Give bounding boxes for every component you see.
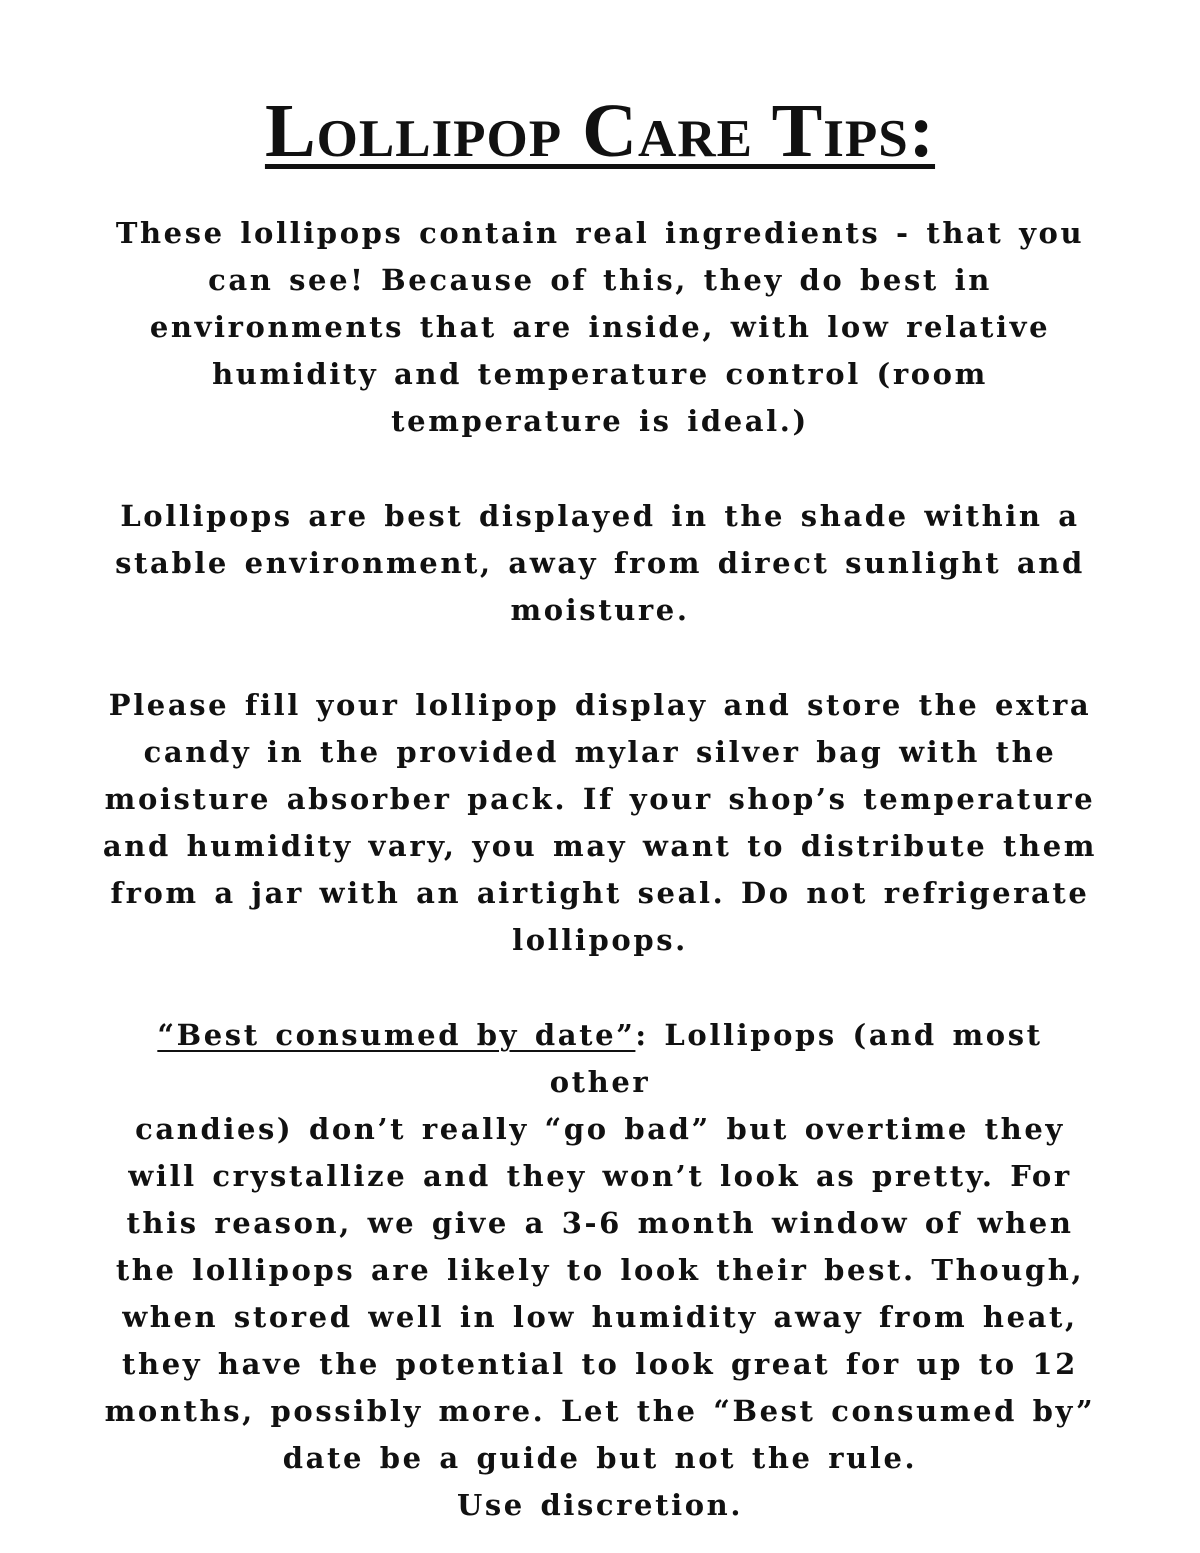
text-line: Lollipops are best displayed in the shade within a — [120, 499, 1080, 533]
text-line: and humidity vary, you may want to distribute them — [102, 829, 1098, 863]
text-line: lollipops. — [512, 923, 688, 957]
text-line: stable environment, away from direct sunlight and — [115, 546, 1085, 580]
text-line: candy in the provided mylar silver bag with the — [143, 735, 1057, 769]
text-line: humidity and temperature control (room — [212, 357, 988, 391]
text-line: can see! Because of this, they do best in — [208, 263, 992, 297]
page-title: Lollipop Care Tips: — [264, 89, 936, 173]
text-line: they have the potential to look great for up to 12 — [122, 1347, 1078, 1381]
text-line: from a jar with an airtight seal. Do not refrigerate — [110, 876, 1090, 910]
text-line: These lollipops contain real ingredients - that you — [115, 216, 1085, 250]
text-line: moisture. — [510, 593, 690, 627]
best-consumed-heading: “Best consumed by date” — [157, 1018, 636, 1052]
text-line: this reason, we give a 3-6 month window of when — [126, 1206, 1074, 1240]
best-consumed-first-line: : Lollipops (and most other — [549, 1018, 1043, 1099]
paragraph-storage — [100, 682, 1100, 964]
text-line: when stored well in low humidity away from heat, — [122, 1300, 1078, 1334]
paragraph-best-consumed — [100, 1012, 1100, 1529]
text-line: Please fill your lollipop display and store the extra — [108, 688, 1092, 722]
text-line: months, possibly more. Let the “Best consumed by” — [104, 1394, 1096, 1428]
text-line: temperature is ideal.) — [391, 404, 809, 438]
text-line — [100, 1012, 1100, 1106]
paragraph-ingredients — [100, 210, 1100, 445]
text-line: candies) don’t really “go bad” but overtime they — [135, 1112, 1065, 1146]
text-line: will crystallize and they won’t look as pretty. For — [128, 1159, 1072, 1193]
text-line: Use discretion. — [456, 1488, 744, 1522]
paragraph-display — [100, 493, 1100, 634]
text-line: environments that are inside, with low relative — [149, 310, 1051, 344]
text-line: the lollipops are likely to look their best. Though, — [115, 1253, 1085, 1287]
text-line: date be a guide but not the rule. — [282, 1441, 918, 1475]
text-line: moisture absorber pack. If your shop’s temperature — [104, 782, 1096, 816]
